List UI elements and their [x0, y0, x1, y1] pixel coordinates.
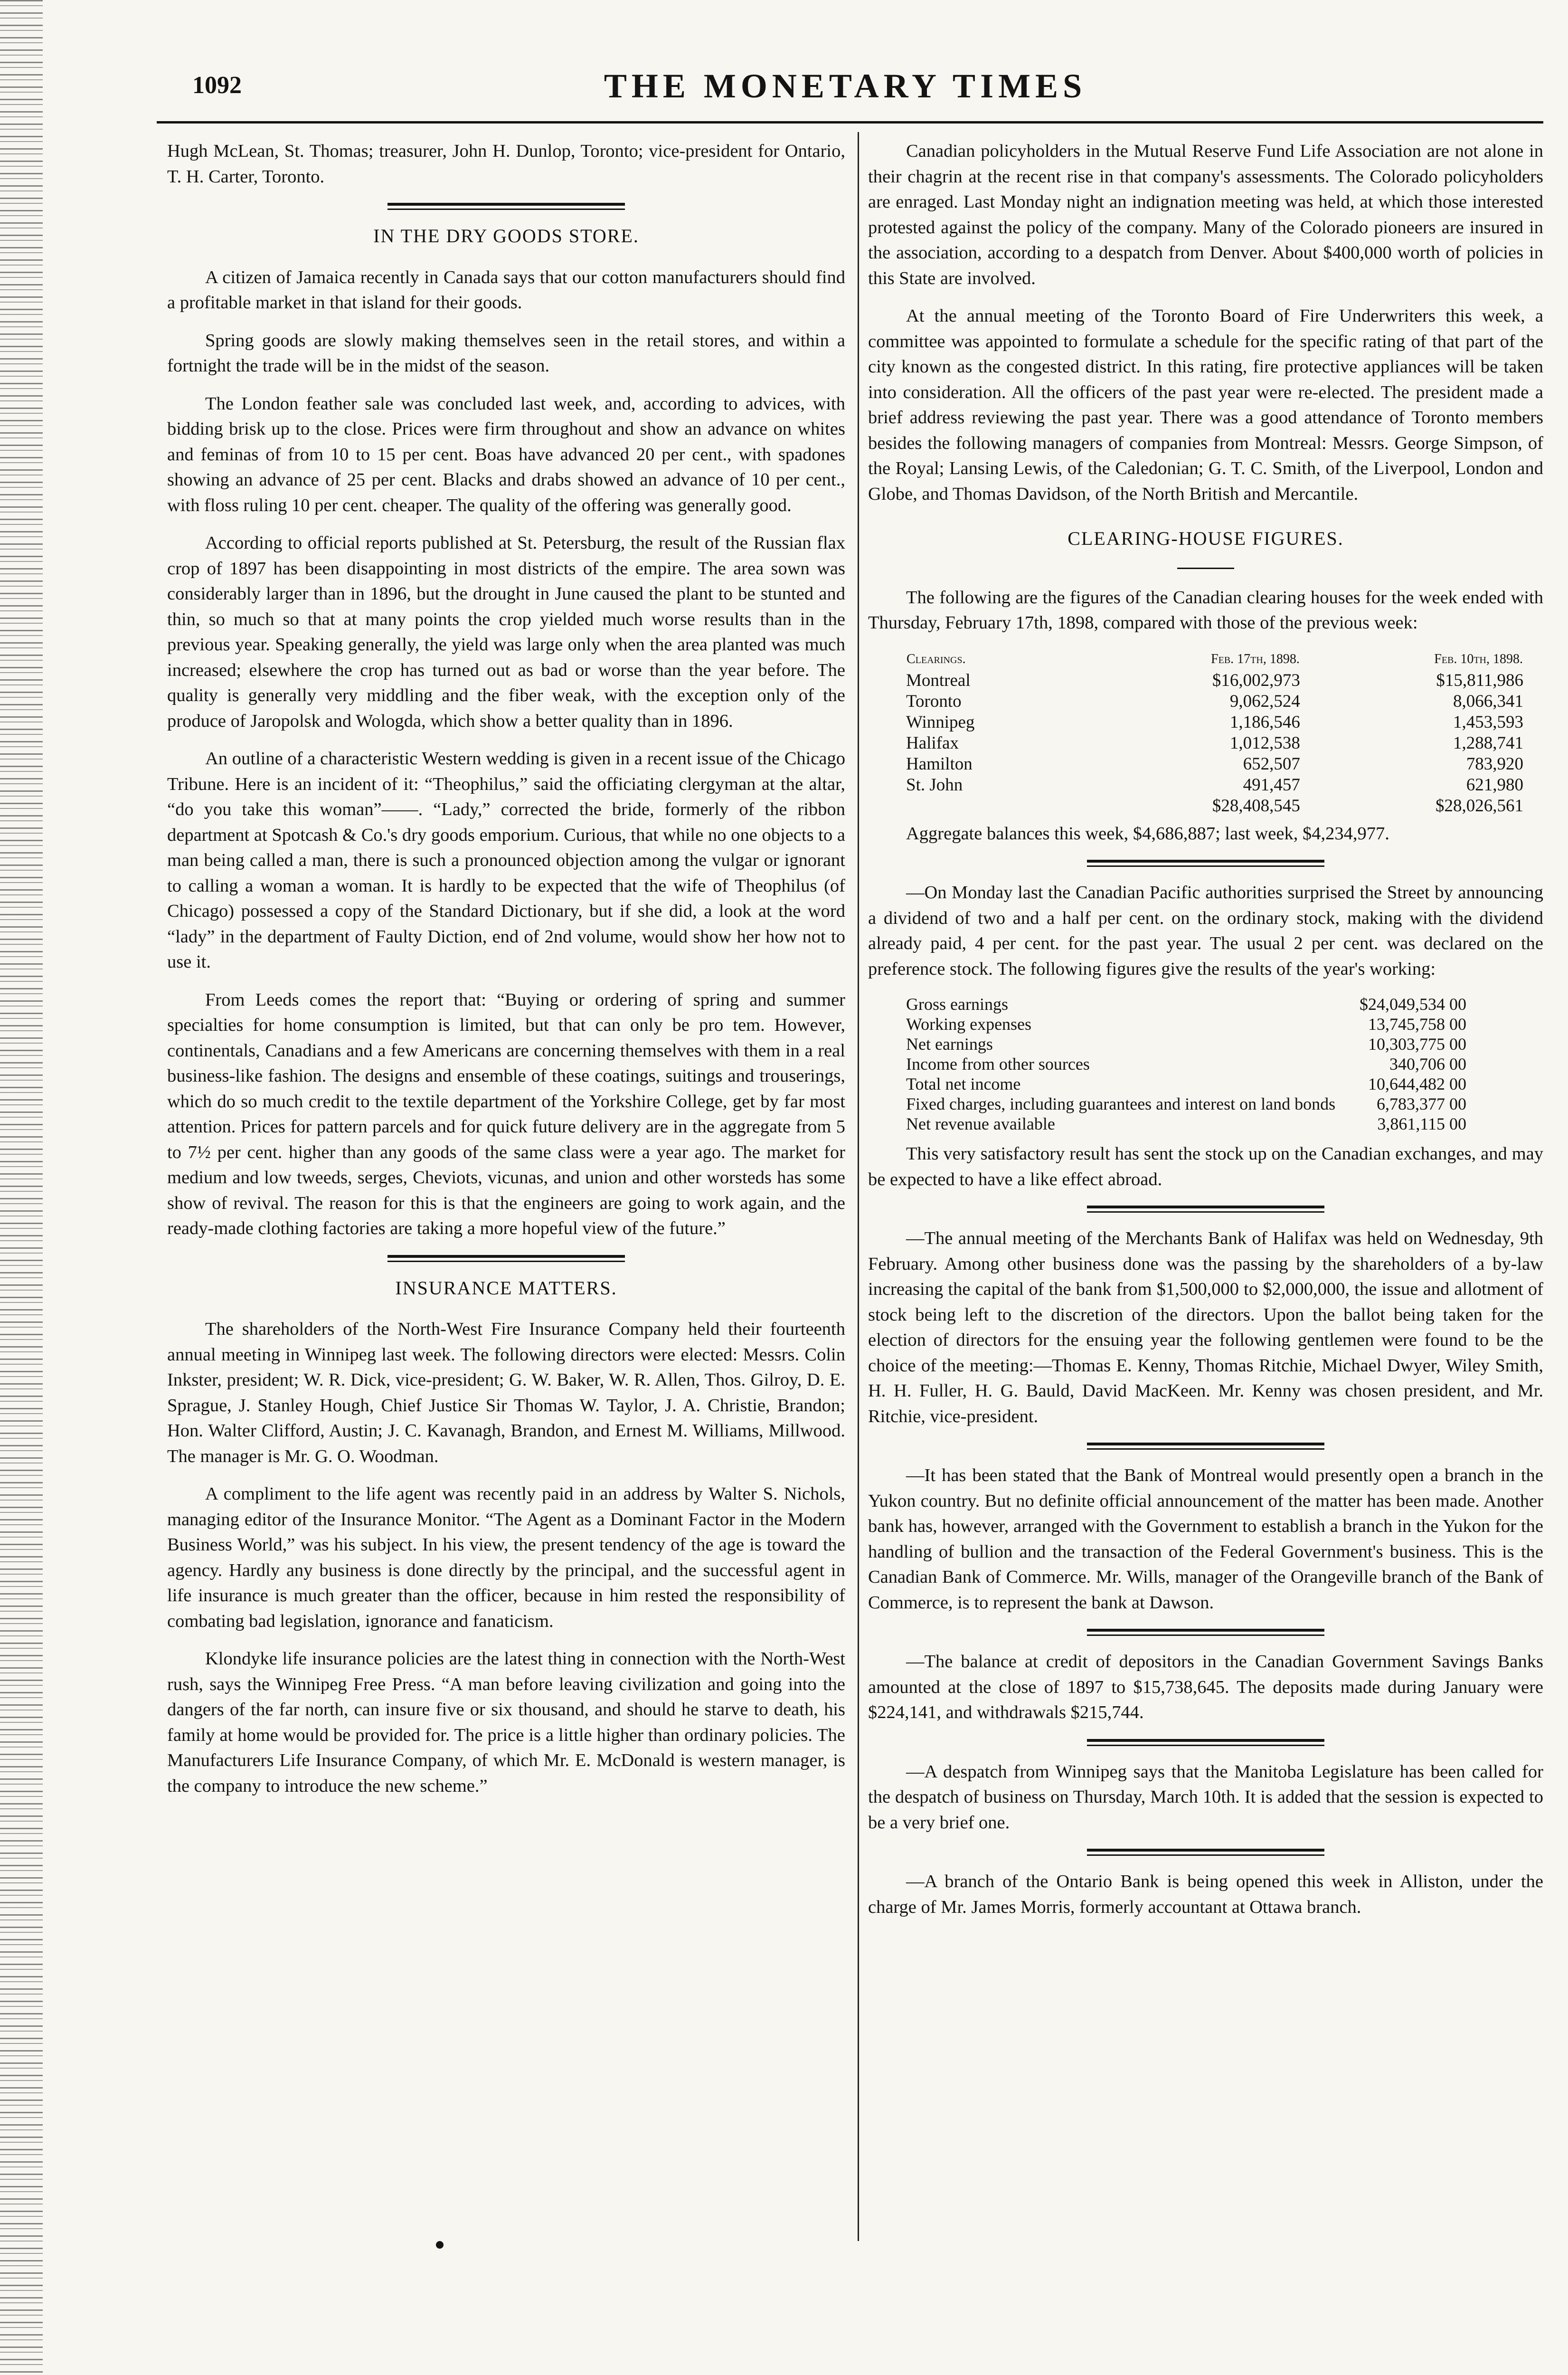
working-label: Net earnings — [906, 1035, 993, 1054]
article-paragraph: This very satisfactory result has sent the stock up on the Canadian exchanges, and may be expected to have a like effect abroad. — [868, 1144, 1543, 1189]
clearing-value: 1,186,546 — [1229, 712, 1300, 732]
table-row — [906, 1054, 1466, 1074]
section-rule — [1087, 1849, 1324, 1856]
article-paragraph: Hugh McLean, St. Thomas; treasurer, John H. Dunlop, Toronto; vice-president for Ontario, T. H. Carter, Toronto. — [167, 141, 845, 187]
clearings-col-label: Clearings. — [907, 651, 966, 666]
total-value: $28,408,545 — [1212, 796, 1300, 816]
working-value: 6,783,377 00 — [1377, 1094, 1466, 1113]
clearing-value: 8,066,341 — [1453, 691, 1523, 711]
section-rule — [1087, 1629, 1324, 1636]
article-paragraph: The following are the figures of the Canadian clearing houses for the week ended with Thursday, February 17th, 1898, compared with those of the previous week: — [868, 587, 1543, 633]
table-row — [906, 1074, 1466, 1094]
masthead: THE MONETARY TIMES — [604, 67, 1087, 105]
section-heading: CLEARING-HOUSE FIGURES. — [1067, 528, 1344, 549]
section-rule — [1087, 1206, 1324, 1213]
clearing-value: 1,012,538 — [1229, 733, 1300, 753]
article-paragraph: At the annual meeting of the Toronto Board of Fire Underwriters this week, a committee was appointed to formulate a schedule for the specific rating of that part of the city known as the congested district. In this rating, fire protective appliances will be taken into consideration. All the officers of the past year were re-elected. The president made a brief address reviewing the past year. There was a good attendance of Toronto members besides the following managers of companies from Montreal: Messrs. George Simpson, of the Royal; Lansing Lewis, of the Caledonian; G. T. C. Smith, of the Liverpool, London and Globe, and Thomas Davidson, of the North British and Mercantile. — [868, 306, 1543, 504]
article-paragraph: —The balance at credit of depositors in the Canadian Government Savings Banks amounted at the close of 1897 to $15,738,645. The deposits made during January were $224,141, and withdrawals $215,744. — [868, 1652, 1543, 1722]
binding-edge — [0, 0, 43, 2375]
table-row — [906, 733, 1523, 754]
article-paragraph: A compliment to the life agent was recently paid in an address by Walter S. Nichols, managing editor of the Insurance Monitor. “The Agent as a Dominant Factor in the Modern Business World,” was his subject. In his view, the present tendency of the age is toward the agency. Hardly any business is done directly by the principal, and the successful agent in life insurance is much greater than the officer, because in him rested the responsibility of combating bad legislation, ignorance and fanaticism. — [167, 1484, 845, 1631]
working-value: 13,745,758 00 — [1368, 1015, 1466, 1034]
working-table — [906, 994, 1466, 1134]
article-paragraph: —The annual meeting of the Merchants Bank of Halifax was held on Wednesday, 9th February. Among other business done was the passing by the shareholders of a by-law increasing the capital of the bank from $1,500,000 to $2,000,000, the issue and allotment of stock being left to the discretion of the directors. Upon the ballot being taken for the election of directors for the ensuing year the following gentlemen were found to be the choice of the meeting:—Thomas E. Kenny, Thomas Ritchie, Michael Dwyer, Wiley Smith, H. H. Fuller, H. G. Bauld, David MacKeen. Mr. Kenny was chosen president, and Mr. Ritchie, vice-president. — [868, 1228, 1543, 1426]
clearing-value: 1,288,741 — [1453, 733, 1523, 753]
section-rule — [387, 203, 625, 210]
totals-row — [906, 796, 1523, 817]
table-row — [906, 1114, 1466, 1134]
right-column — [868, 139, 1543, 1932]
city-name: Winnipeg — [906, 712, 975, 732]
article-paragraph: Canadian policyholders in the Mutual Reserve Fund Life Association are not alone in their chagrin at the recent rise in that company's assessments. The Colorado policyholders are enraged. Last Monday night an indignation meeting was held, at which those interested protested against the policy of the company. Many of the Colorado pioneers are insured in the association, according to a despatch from Denver. About $400,000 worth of policies in this State are involved. — [868, 141, 1543, 288]
working-label: Gross earnings — [906, 995, 1008, 1014]
article-paragraph: According to official reports published at St. Petersburg, the result of the Russian flax crop of 1897 has been disappointing in most districts of the empire. The area sown was considerably larger than in 1896, but the drought in June caused the plant to be stunted and thin, so much so that at many points the crop yielded much worse results than in the previous year. Speaking generally, the yield was large only when the area planted was much increased; elsewhere the crop has turned out as bad or worse than the year before. The quality is generally very middling and the fiber weak, with the exception only of the produce of Jaropolsk and Wologda, which show a better quality than in 1896. — [167, 533, 845, 731]
article-paragraph: The London feather sale was concluded last week, and, according to advices, with bidding brisk up to the close. Prices were firm throughout and show an advance on whites and feminas of from 10 to 15 per cent. Boas have advanced 20 per cent., with spadones showing an advance of 25 per cent. Blacks and drabs showed an advance of 10 per cent., with floss ruling 10 per cent. cheaper. The quality of the offering was generally good. — [167, 393, 845, 515]
working-label: Income from other sources — [906, 1054, 1090, 1074]
clearings-table — [906, 648, 1523, 817]
working-value: 3,861,115 00 — [1377, 1114, 1466, 1133]
city-name: Toronto — [906, 691, 962, 711]
clearing-value: $15,811,986 — [1436, 670, 1523, 690]
table-row — [906, 691, 1523, 712]
section-rule — [1087, 1739, 1324, 1746]
article-paragraph: —A despatch from Winnipeg says that the Manitoba Legislature has been called for the despatch of business on Thursday, March 10th. It is added that the session is expected to be a very brief one. — [868, 1761, 1543, 1833]
clearing-value: 621,980 — [1466, 775, 1523, 795]
table-row — [906, 994, 1466, 1014]
section-rule — [387, 1255, 625, 1262]
article-paragraph: —A branch of the Ontario Bank is being opened this week in Alliston, under the charge of Mr. James Morris, formerly accountant at Ottawa branch. — [868, 1872, 1543, 1917]
article-paragraph: Aggregate balances this week, $4,686,887; last week, $4,234,977. — [906, 823, 1389, 844]
section-heading: INSURANCE MATTERS. — [395, 1277, 617, 1299]
table-row — [906, 712, 1523, 733]
article-paragraph: —On Monday last the Canadian Pacific authorities surprised the Street by announcing a dividend of two and a half per cent. on the ordinary stock, making with the dividend already paid, 4 per cent. for the past year. The usual 2 per cent. was declared on the preference stock. The following figures give the results of the year's working: — [868, 883, 1543, 979]
working-value: 10,644,482 00 — [1368, 1074, 1466, 1093]
heading-rule — [1177, 568, 1234, 569]
section-rule — [1087, 860, 1324, 867]
city-name: Montreal — [906, 670, 971, 690]
section-rule — [1087, 1443, 1324, 1450]
clearing-value: 783,920 — [1466, 754, 1523, 774]
table-row — [906, 775, 1523, 796]
masthead-rule — [157, 121, 1543, 124]
working-label: Total net income — [906, 1074, 1021, 1093]
clearing-value: 491,457 — [1243, 775, 1300, 795]
print-dot — [436, 2241, 444, 2249]
working-label: Working expenses — [906, 1015, 1032, 1034]
page-number: 1092 — [192, 72, 242, 99]
table-row — [906, 1034, 1466, 1054]
city-name: St. John — [906, 775, 963, 795]
left-column — [167, 139, 845, 1811]
clearings-col-b: Feb. 10th, 1898. — [1434, 651, 1523, 666]
section-heading: IN THE DRY GOODS STORE. — [373, 225, 639, 247]
clearing-value: 9,062,524 — [1229, 691, 1300, 711]
clearing-value: $16,002,973 — [1212, 670, 1300, 690]
city-name: Hamilton — [906, 754, 973, 774]
city-name: Halifax — [906, 733, 959, 753]
working-label: Net revenue available — [906, 1114, 1055, 1133]
article-paragraph: A citizen of Jamaica recently in Canada says that our cotton manufacturers should find a profitable market in that island for their goods. — [167, 267, 845, 313]
table-row — [906, 670, 1523, 691]
article-paragraph: —It has been stated that the Bank of Montreal would presently open a branch in the Yukon country. But no definite official announcement of the matter has been made. Another bank has, however, arranged with the Government to establish a branch in the Yukon for the handling of bullion and the transaction of the Federal Government's business. This is the Canadian Bank of Commerce. Mr. Wills, manager of the Orangeville branch of the Bank of Commerce, is to represent the bank at Dawson. — [868, 1465, 1543, 1613]
table-row — [906, 1094, 1466, 1114]
table-row — [906, 1014, 1466, 1034]
column-divider — [858, 132, 859, 2241]
article-paragraph: Spring goods are slowly making themselves seen in the retail stores, and within a fortnight the trade will be in the midst of the season. — [167, 330, 845, 376]
clearing-value: 1,453,593 — [1453, 712, 1523, 732]
total-value: $28,026,561 — [1436, 796, 1523, 816]
article-paragraph: From Leeds comes the report that: “Buying or ordering of spring and summer specialties for home consumption is limited, but that can only be pro tem. However, continentals, Canadians and a few Americans are concerning themselves with them in a real business-like fashion. The designs and ensemble of these coatings, suitings and trouserings, which do so much credit to the textile department of the Yorkshire College, get by far most attention. Prices for pattern parcels and for quick future delivery are in the aggregate from 5 to 7½ per cent. higher than any goods of the same class were a year ago. The market for medium and low tweeds, serges, Cheviots, vicunas, and union and other worsteds has some show of revival. The reason for this is that the engineers are going to work again, and the ready-made clothing factories are taking a more hopeful view of the future.” — [167, 989, 845, 1238]
table-row — [906, 754, 1523, 775]
working-value: 10,303,775 00 — [1368, 1035, 1466, 1054]
article-paragraph: An outline of a characteristic Western wedding is given in a recent issue of the Chicago Tribune. Here is an incident of it: “Theophilus,” said the officiating clergyman at the altar, “do you take this woman”——. “Lady,” corrected the bride, formerly of the ribbon department at Spotcash & Co.'s dry goods emporium. Curious, that while no one objects to a man being called a man, there is such a pronounced objection among the vulgar or ignorant to calling a woman a woman. It is hardly to be expected that the wife of Theophilus (of Chicago) possessed a copy of the Standard Dictionary, but if she did, a look at the word “lady” in the department of Faulty Diction, end of 2nd volume, would show her how not to use it. — [167, 749, 845, 972]
working-value: $24,049,534 00 — [1360, 995, 1466, 1014]
article-paragraph: The shareholders of the North-West Fire Insurance Company held their fourteenth annual meeting in Winnipeg last week. The following directors were elected: Messrs. Colin Inkster, president; W. R. Dick, vice-president; G. W. Baker, W. R. Allen, Thos. Gilroy, D. E. Sprague, J. Stanley Hough, Chief Justice Sir Thomas W. Taylor, J. A. Christie, Brandon; Hon. Walter Clifford, Austin; J. C. Kavanagh, Brandon, and Ernest M. Williams, Millwood. The manager is Mr. G. O. Woodman. — [167, 1319, 845, 1466]
article-paragraph: Klondyke life insurance policies are the latest thing in connection with the North-West rush, says the Winnipeg Free Press. “A man before leaving civilization and going into the dangers of the far north, can insure five or six thousand, and should he starve to death, his family at home would be provided for. The price is a little higher than ordinary policies. The Manufacturers Life Insurance Company, of which Mr. E. McDonald is western manager, is the company to introduce the new scheme.” — [167, 1649, 845, 1796]
clearings-col-a: Feb. 17th, 1898. — [1211, 651, 1300, 666]
working-label: Fixed charges, including guarantees and interest on land bonds — [906, 1094, 1336, 1113]
clearing-value: 652,507 — [1243, 754, 1300, 774]
working-value: 340,706 00 — [1389, 1054, 1466, 1074]
